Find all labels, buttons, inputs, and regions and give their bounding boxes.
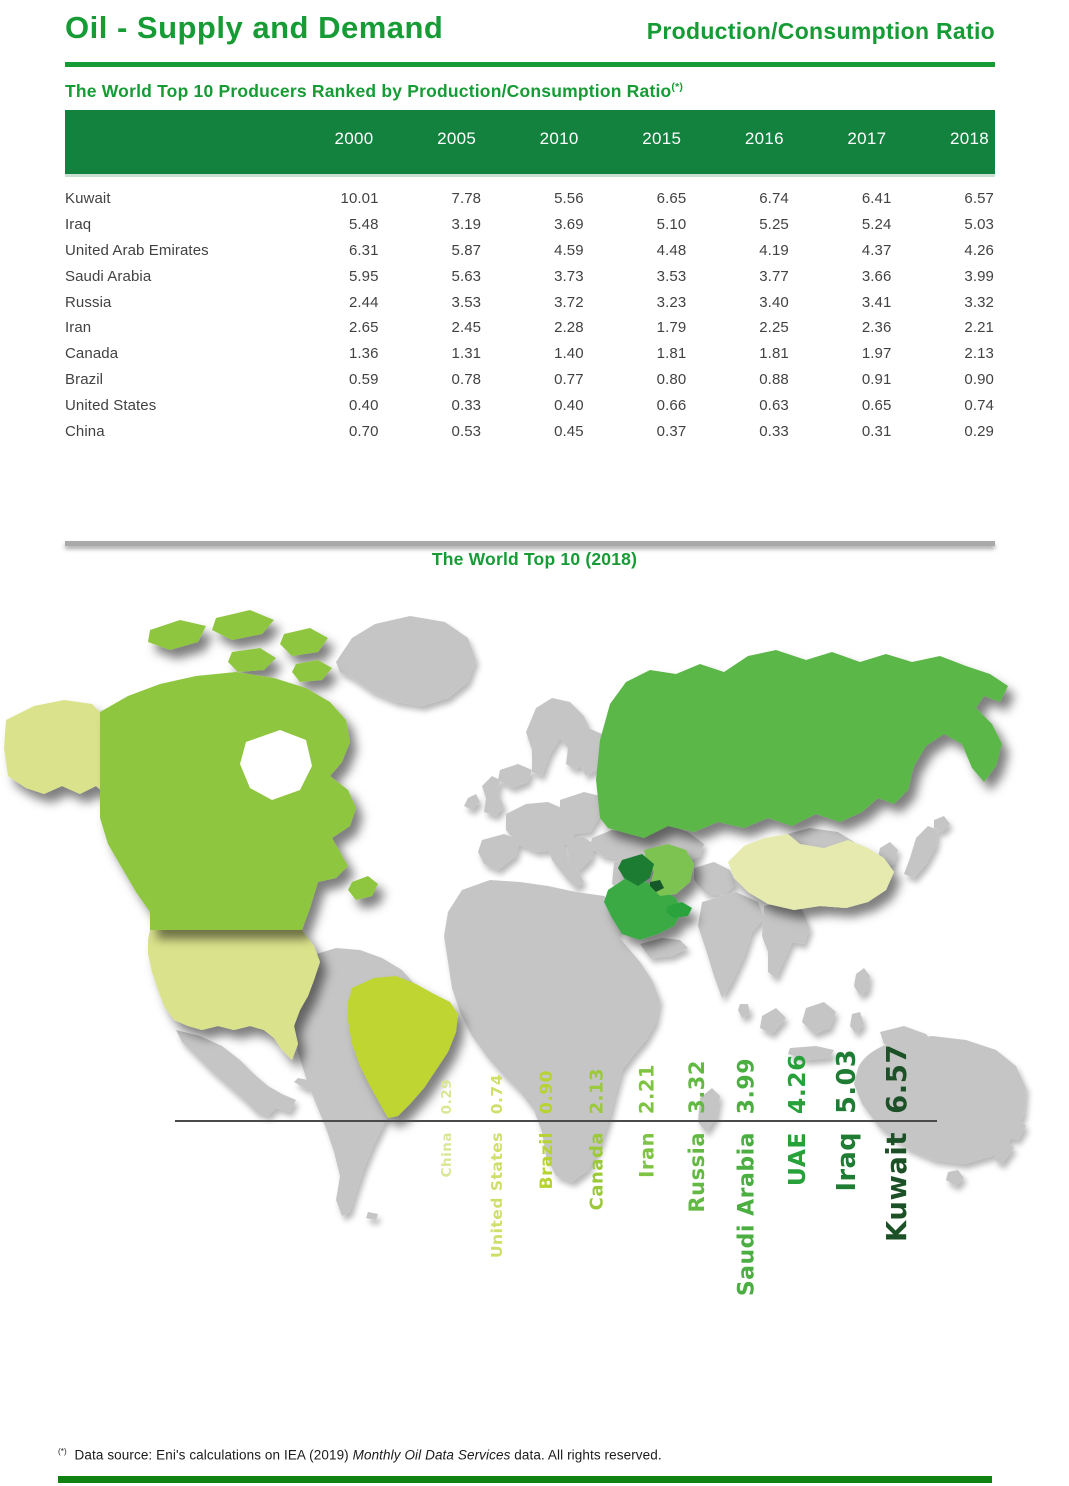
ratio-value-cell: 4.59 [554, 241, 584, 259]
ratio-value-cell: 7.78 [451, 190, 482, 207]
ratio-value-cell: 3.40 [759, 293, 789, 311]
sulawesi [850, 1012, 864, 1034]
ratio-value-cell: 1.36 [348, 345, 379, 363]
ratio-value-cell: 0.66 [656, 397, 687, 415]
ratio-value-cell: 0.65 [861, 397, 892, 415]
country-name-cell: Canada [65, 345, 119, 363]
map-country-label: Brazil [537, 1132, 557, 1190]
borneo [802, 1002, 836, 1034]
ratio-value-cell: 2.21 [964, 319, 994, 337]
map-value-label: 2.13 [586, 1067, 608, 1114]
ratio-value-cell: 6.74 [759, 190, 789, 207]
ratio-value-cell: 2.25 [759, 319, 789, 337]
ratio-value-cell: 3.69 [554, 215, 584, 233]
iberia [478, 834, 520, 870]
table-heading: The World Top 10 Producers Ranked by Production/Consumption Ratio(*) [65, 81, 684, 101]
ratio-value-cell: 3.72 [554, 293, 584, 311]
table-row [65, 238, 995, 264]
ratio-value-cell: 0.88 [759, 371, 789, 389]
table-row [65, 367, 995, 393]
ratio-value-cell: 3.23 [656, 293, 687, 311]
ratio-value-cell: 3.19 [451, 215, 482, 233]
map-country-label: China [439, 1132, 455, 1178]
ratio-value-cell: 6.65 [656, 190, 687, 207]
ratio-value-cell: 0.53 [451, 423, 482, 441]
ratio-value-cell: 0.63 [759, 397, 789, 415]
ratio-value-cell: 3.66 [861, 267, 892, 285]
falklands [366, 1212, 378, 1220]
country-name-cell: Saudi Arabia [65, 267, 152, 285]
ratio-value-cell: 3.53 [451, 293, 482, 311]
canada-group [100, 610, 378, 930]
ratio-value-cell: 0.37 [656, 423, 687, 441]
ratio-value-cell: 5.87 [451, 241, 482, 259]
ratio-value-cell: 0.45 [554, 423, 584, 441]
ratio-value-cell: 4.26 [964, 241, 994, 259]
map-axis-line [175, 1120, 937, 1122]
country-canada [100, 672, 356, 930]
country-united-states [148, 930, 320, 1060]
ireland [464, 794, 480, 810]
ratio-value-cell: 3.53 [656, 267, 687, 285]
ratio-value-cell: 2.28 [554, 319, 584, 337]
year-header-cell: 2010 [539, 129, 579, 148]
table-header-row [65, 110, 995, 177]
map-value-label: 3.32 [685, 1060, 709, 1114]
footnote-marker: (*) [58, 1447, 67, 1456]
year-header-cell: 2016 [744, 129, 784, 148]
country-newfoundland [348, 876, 378, 900]
country-name-cell: Kuwait [65, 190, 111, 207]
ratio-value-cell: 1.40 [554, 345, 584, 363]
afghanistan-pakistan [694, 862, 736, 896]
ratio-value-cell: 2.36 [861, 319, 892, 337]
map-country-label: Canada [586, 1132, 608, 1211]
table-row [65, 419, 995, 445]
ratio-value-cell: 3.73 [554, 267, 584, 285]
ratio-value-cell: 2.44 [348, 293, 379, 311]
ratio-value-cell: 4.19 [759, 241, 789, 259]
ratio-value-cell: 3.77 [759, 267, 789, 285]
footer-bar [58, 1476, 992, 1483]
country-name-cell: United States [65, 397, 157, 415]
japan [904, 826, 938, 878]
ratio-value-cell: 6.57 [964, 190, 994, 207]
map-title: The World Top 10 (2018) [431, 549, 638, 569]
eastern-europe [560, 792, 600, 834]
table-row [65, 315, 995, 341]
map-value-label: 2.21 [635, 1063, 659, 1114]
page-subtitle: Production/Consumption Ratio [646, 18, 995, 44]
year-header-cell: 2017 [847, 129, 887, 148]
year-header-cell: 2018 [949, 129, 989, 148]
ratio-value-cell: 5.56 [554, 190, 584, 207]
ratio-value-cell: 0.91 [861, 371, 892, 389]
empty-header-cell [65, 110, 277, 174]
ratio-value-cell: 5.63 [451, 267, 482, 285]
map-country-label: Kuwait [881, 1132, 913, 1242]
ratio-value-cell: 3.32 [964, 293, 994, 311]
ratio-value-cell: 5.24 [861, 215, 892, 233]
iceland [498, 764, 532, 788]
ratio-value-cell: 1.31 [451, 345, 482, 363]
ratio-value-cell: 0.31 [861, 423, 892, 441]
ratio-value-cell: 2.45 [451, 319, 482, 337]
ratio-value-cell: 1.79 [656, 319, 687, 337]
philippines [854, 968, 870, 996]
ratio-value-cell: 0.59 [348, 371, 379, 389]
ratio-value-cell: 5.95 [348, 267, 379, 285]
year-header-cell: 2005 [437, 129, 477, 148]
ratio-value-cell: 0.74 [964, 397, 994, 415]
map-country-label: Russia [685, 1132, 709, 1213]
country-name-cell: Iran [65, 319, 92, 337]
country-russia [596, 650, 1008, 838]
ratio-value-cell: 10.01 [340, 190, 379, 207]
country-canada-island-2 [212, 610, 274, 640]
footnote-source-italic: Monthly Oil Data Services [352, 1447, 511, 1463]
table-row [65, 393, 995, 419]
ratio-value-cell: 1.81 [656, 345, 687, 363]
ratio-value-cell: 5.48 [348, 215, 379, 233]
map-value-label: 4.26 [783, 1054, 811, 1114]
table-row [65, 212, 995, 238]
uk [482, 776, 504, 816]
header-rule [65, 62, 995, 67]
ratio-value-cell: 0.40 [348, 397, 379, 415]
indochina [762, 900, 810, 978]
country-name-cell: Iraq [65, 215, 92, 233]
map-country-label: United States [488, 1132, 506, 1259]
ratio-value-cell: 0.33 [759, 423, 789, 441]
map-country-label: Iran [635, 1132, 659, 1178]
map-value-label: 0.90 [537, 1070, 557, 1114]
ratio-value-cell: 5.10 [656, 215, 687, 233]
ratio-value-cell: 5.03 [964, 215, 994, 233]
sumatra [760, 1008, 786, 1034]
section-divider [65, 541, 995, 546]
map-value-label: 6.57 [881, 1044, 913, 1114]
ratio-value-cell: 0.77 [554, 371, 584, 389]
ratio-value-cell: 4.37 [861, 241, 892, 259]
map-country-label: Saudi Arabia [734, 1132, 760, 1297]
year-header-cell: 2000 [334, 129, 374, 148]
india [698, 892, 764, 998]
map-country-label: Iraq [832, 1132, 862, 1192]
ratio-value-cell: 0.90 [964, 371, 994, 389]
table-row [65, 290, 995, 316]
production-consumption-table [65, 110, 995, 445]
footnote: (*) Data source: Eni's calculations on IEA (2019) Monthly Oil Data Services data. All rights reserved. [58, 1447, 662, 1463]
country-name-cell: China [65, 423, 105, 441]
table-row [65, 186, 995, 212]
ratio-value-cell: 4.48 [656, 241, 687, 259]
ratio-value-cell: 1.97 [861, 345, 892, 363]
year-header-cell: 2015 [642, 129, 682, 148]
ratio-value-cell: 2.65 [348, 319, 379, 337]
country-name-cell: Russia [65, 293, 112, 311]
ratio-value-cell: 1.81 [759, 345, 789, 363]
australia [854, 1036, 1026, 1164]
country-canada-island-1 [148, 620, 206, 650]
ratio-value-cell: 0.70 [348, 423, 379, 441]
tasmania [946, 1170, 964, 1186]
map-value-label: 0.29 [439, 1078, 455, 1114]
table-row [65, 341, 995, 367]
country-canada-island-3 [280, 628, 328, 656]
ratio-value-cell: 6.41 [861, 190, 892, 207]
country-canada-island-4 [228, 648, 276, 672]
map-country-label: UAE [783, 1132, 811, 1187]
country-canada-island-5 [292, 660, 332, 682]
map-value-label: 0.74 [488, 1073, 506, 1114]
ratio-value-cell: 2.13 [964, 345, 994, 363]
sri-lanka [738, 1004, 750, 1018]
page-title: Oil - Supply and Demand [65, 10, 444, 45]
ratio-value-cell: 0.29 [964, 423, 994, 441]
ratio-value-cell: 0.80 [656, 371, 687, 389]
table-body [65, 186, 995, 445]
map-value-label: 3.99 [734, 1057, 760, 1114]
ratio-value-cell: 0.40 [554, 397, 584, 415]
russia-group [596, 650, 1008, 838]
map-value-label: 5.03 [832, 1049, 862, 1114]
ratio-value-cell: 6.31 [348, 241, 379, 259]
ratio-value-cell: 0.78 [451, 371, 482, 389]
country-name-cell: United Arab Emirates [65, 241, 209, 259]
ratio-value-cell: 3.99 [964, 267, 994, 285]
greenland [336, 616, 476, 706]
table-heading-note: (*) [671, 81, 684, 94]
table-row [65, 264, 995, 290]
ratio-value-cell: 5.25 [759, 215, 789, 233]
oman-yemen [640, 938, 688, 958]
ratio-value-cell: 3.41 [861, 293, 892, 311]
country-name-cell: Brazil [65, 371, 104, 389]
ratio-value-cell: 0.33 [451, 397, 482, 415]
